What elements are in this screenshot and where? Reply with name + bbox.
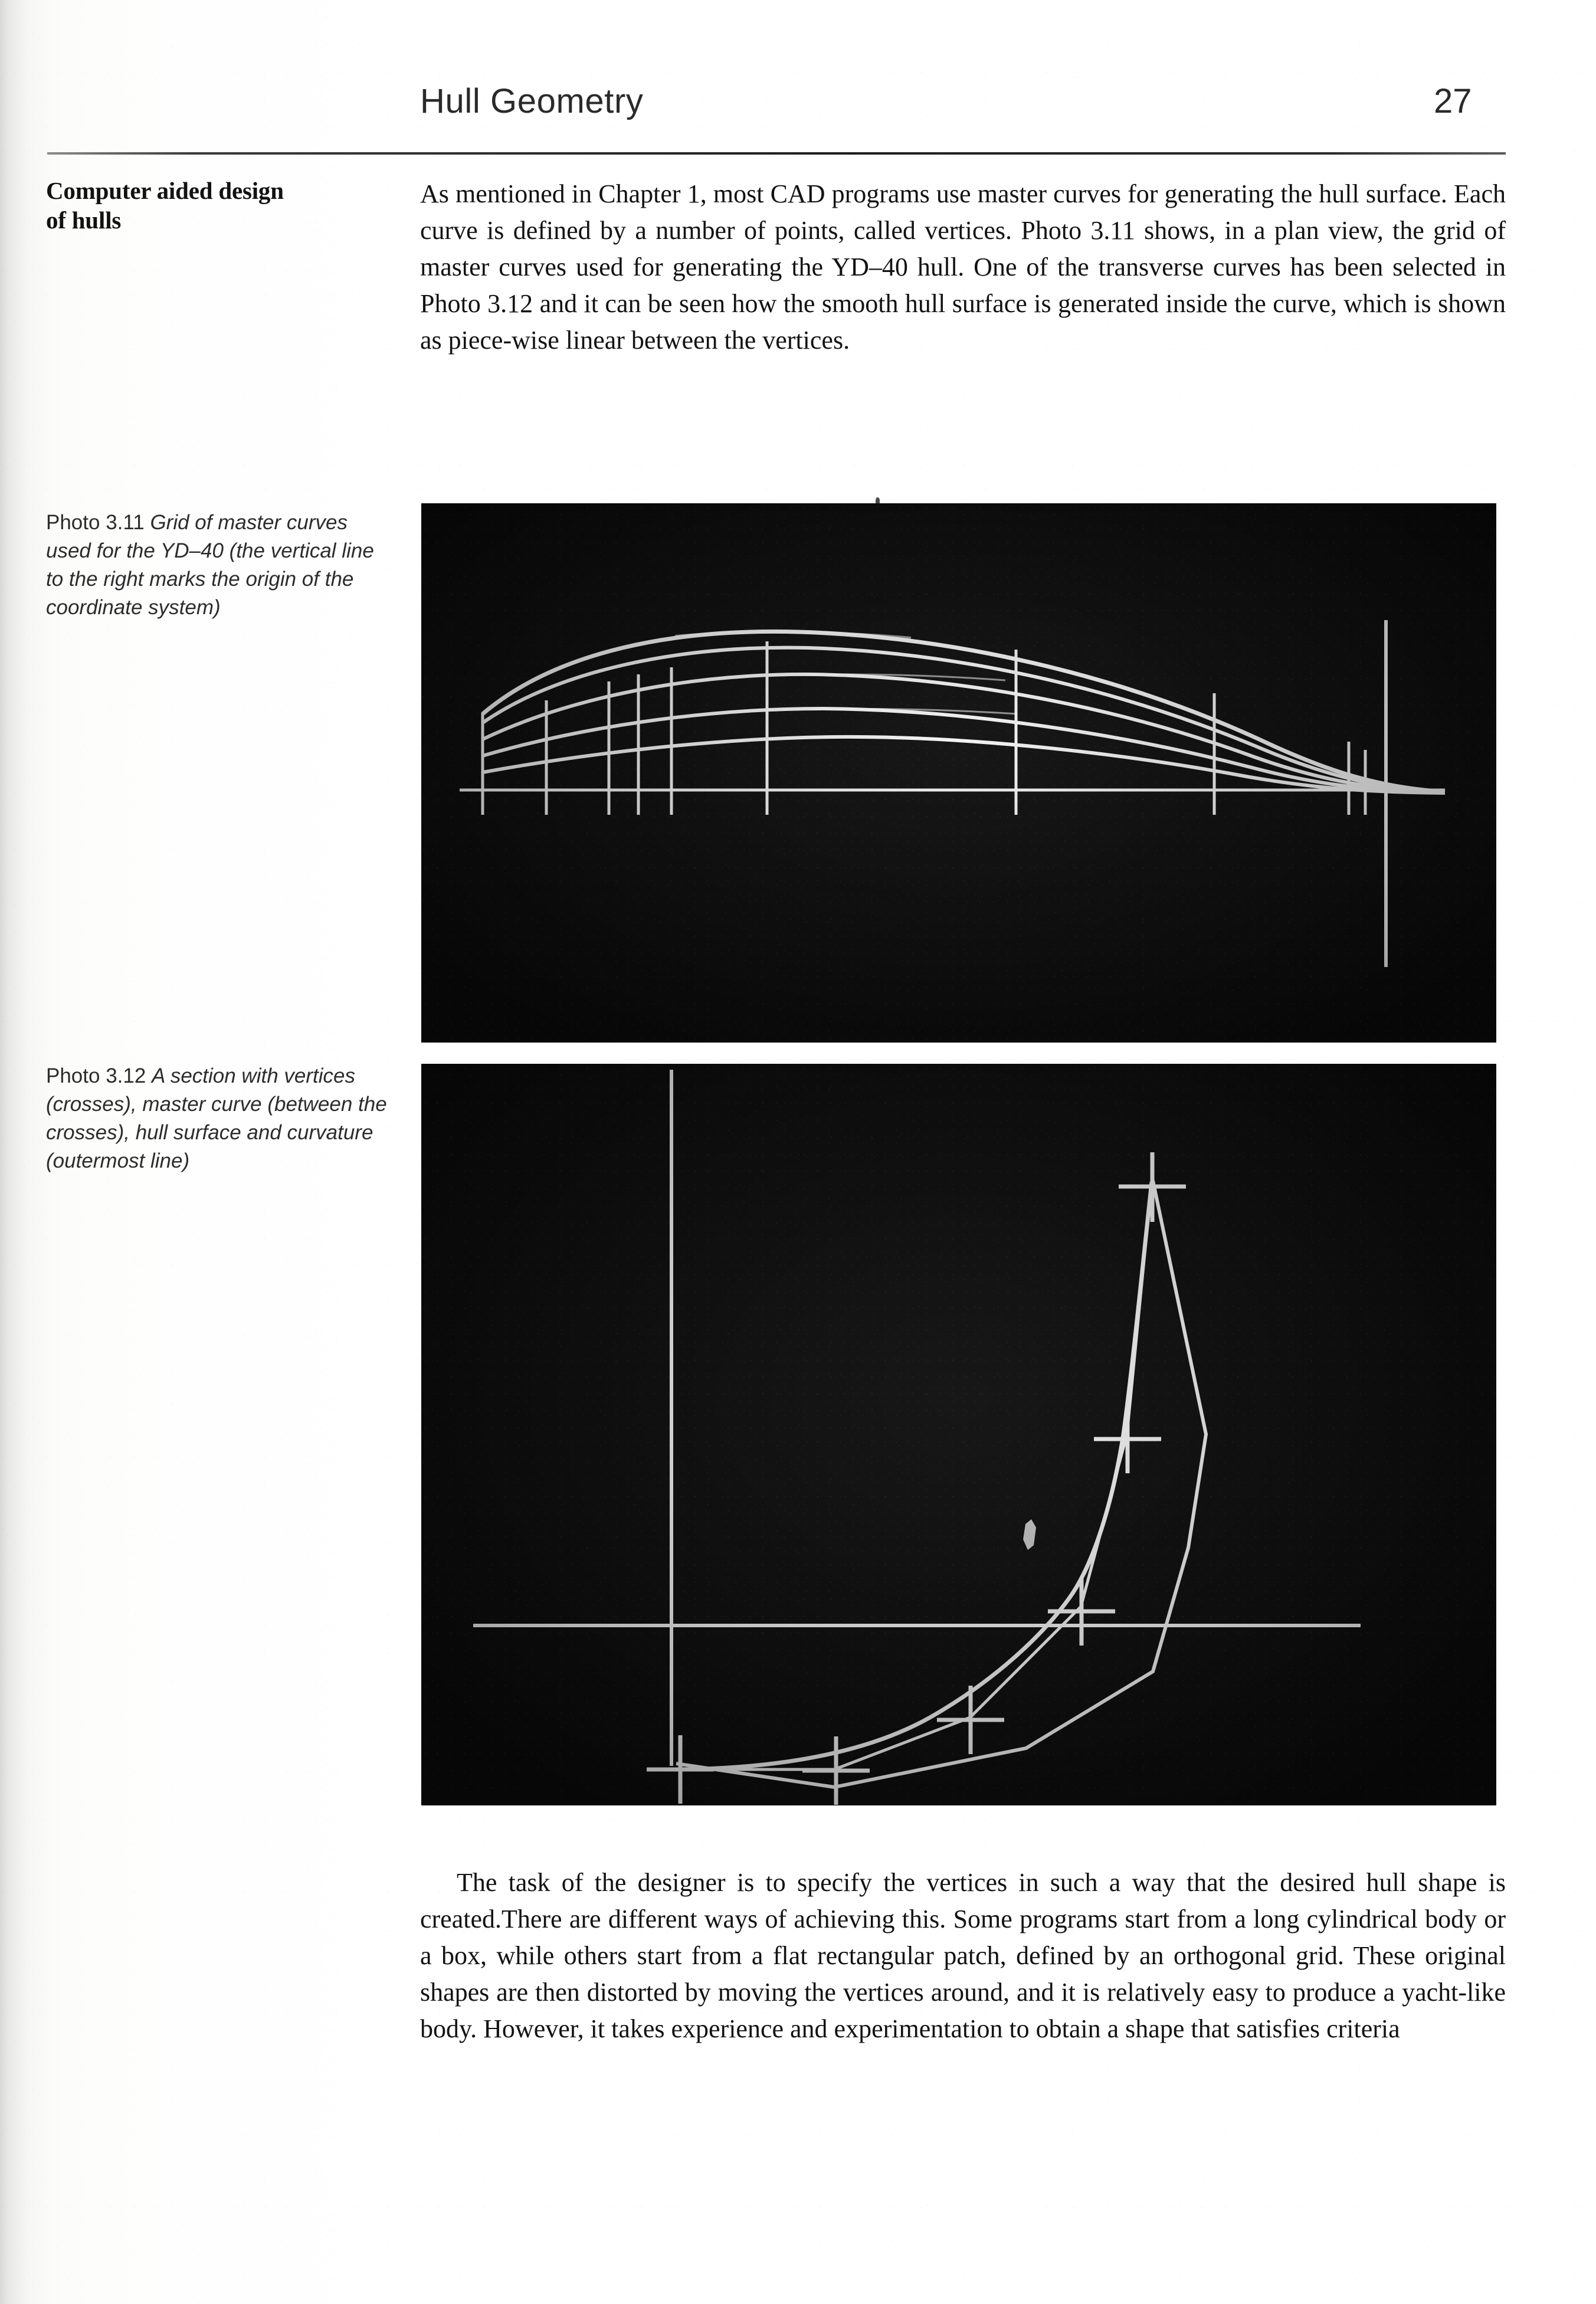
caption-311-text: Grid of master curves used for the YD–40 (the vertical line to the right marks the origin of the coordinate system) (46, 511, 374, 619)
caption-311-label: Photo 3.11 (46, 511, 150, 534)
caption-312-text: A section with vertices (crosses), master curve (between the crosses), hull surface and curvature (outermost line) (46, 1064, 387, 1172)
body-paragraph-2: The task of the designer is to specify the vertices in such a way that the desired hull shape is created.There are different ways of achieving this. Some programs start from a long cylindrical body or a box, while others start from a flat rectangular patch, defined by an orthogonal grid. These original shapes are then distorted by moving the vertices around, and it is relatively easy to produce a yacht-like body. However, it takes experience and experimentation to obtain a shape that satisfies criteria (420, 1868, 1506, 2043)
caption-312-label: Photo 3.12 (46, 1064, 152, 1087)
photo-312-wireframe (421, 1064, 1496, 1805)
caption-photo-312 (46, 1062, 388, 1175)
margin-heading-line-1: Computer aided design (46, 177, 284, 204)
page-number: 27 (1434, 82, 1472, 120)
photo-311-image (421, 503, 1496, 1043)
body-paragraph-1: As mentioned in Chapter 1, most CAD programs use master curves for generating the hull surface. Each curve is defined by a number of points, called vertices. Photo 3.11 shows, in a plan view, the grid of master curves used for generating the YD–40 hull. One of the transverse curves has been selected in Photo 3.12 and it can be seen how the smooth hull surface is generated inside the curve, which is shown as piece-wise linear between the vertices. (420, 179, 1506, 355)
header-divider-rule (47, 152, 1506, 155)
margin-heading-line-2: of hulls (46, 207, 122, 234)
body-paragraph-1-container (420, 176, 1506, 359)
body-paragraph-2-container (420, 1864, 1506, 2047)
margin-heading (46, 176, 388, 235)
running-head (0, 81, 1596, 129)
caption-photo-311 (46, 509, 388, 622)
page-title: Hull Geometry (420, 82, 644, 120)
photo-312-image (421, 1064, 1496, 1805)
photo-311-wireframe (421, 503, 1496, 1043)
